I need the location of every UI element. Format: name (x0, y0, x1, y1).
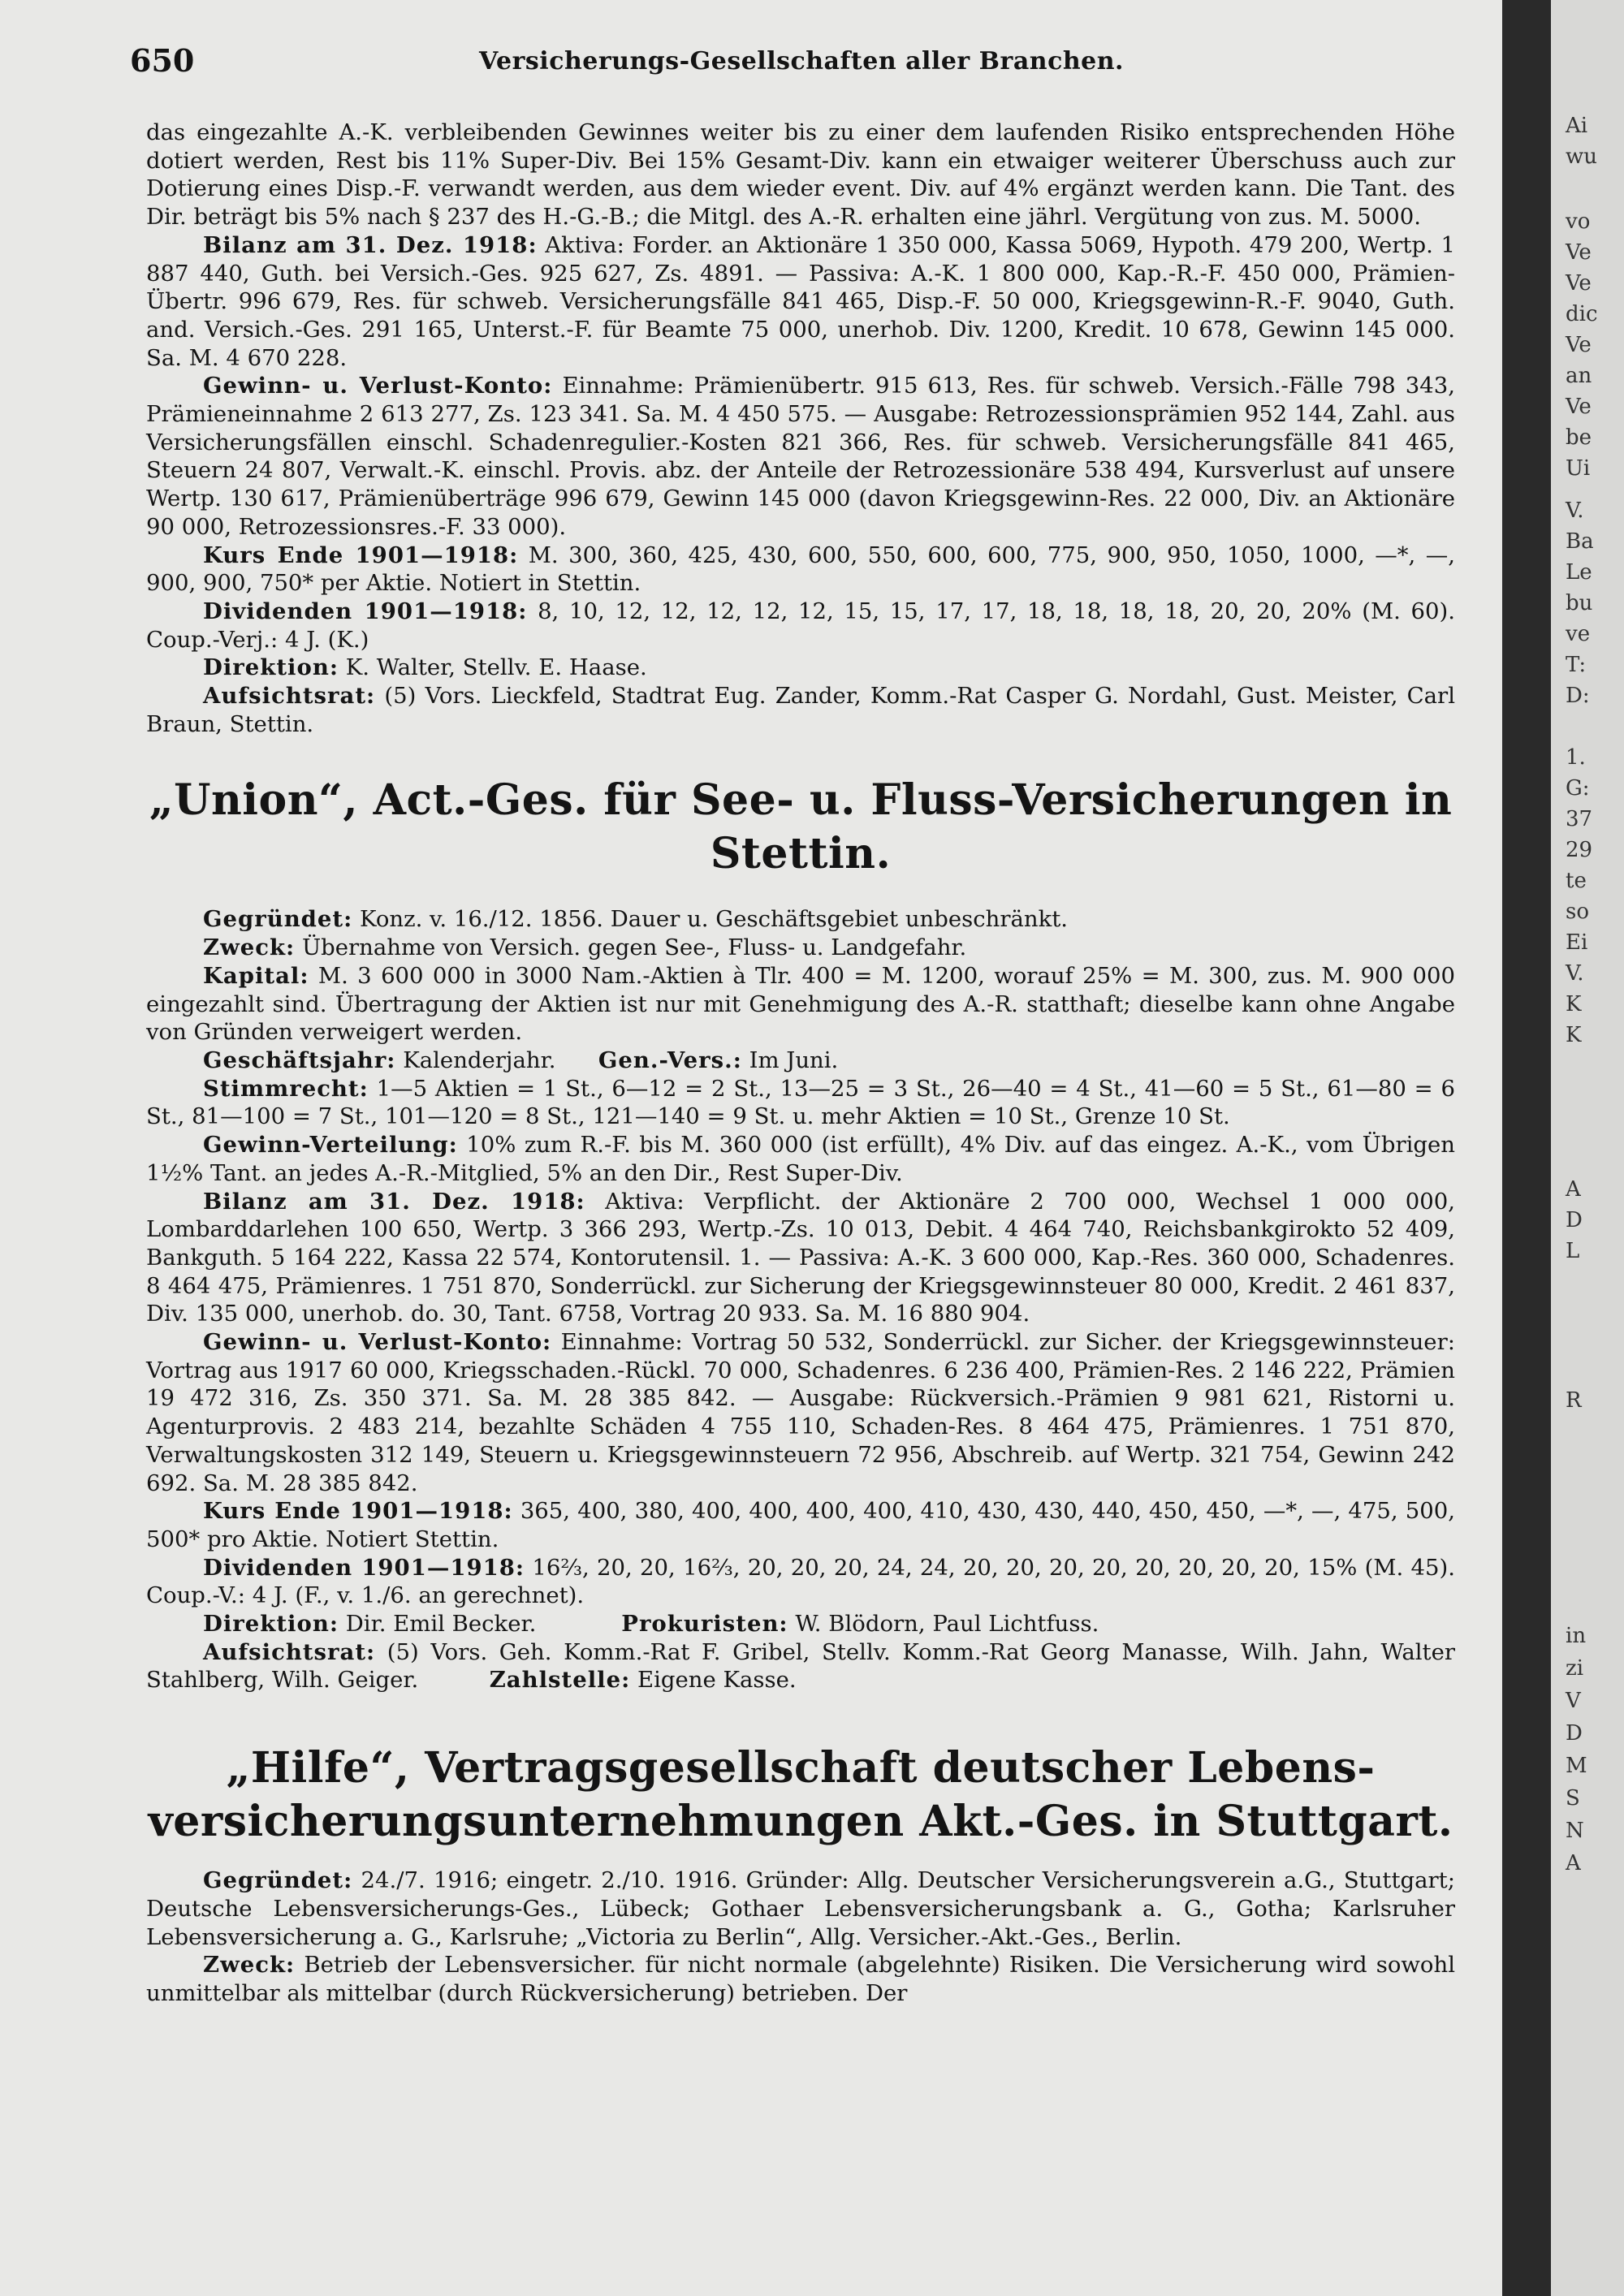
adjacent-page-fragment: K (1566, 1023, 1582, 1047)
aufsichtsrat-label: Aufsichtsrat: (203, 1638, 376, 1665)
adjacent-page-fragment: wu (1566, 145, 1597, 169)
adjacent-page-fragment: Ve (1566, 395, 1592, 419)
entry-guv (146, 1328, 1455, 1497)
entry-dividenden (146, 1554, 1455, 1610)
gegruendet-text: 24./7. 1916; eingetr. 2./10. 1916. Gründer: Allg. Deutscher Versicherungsverein a.G., Stuttgart; Deutsche Lebensversicherungs-Ges., Lübeck; Gothaer Lebensversicherungsbank a. G., Gotha; Karlsruher Lebensversicherung a. G., Karlsruhe; „Victoria zu Berlin“, Allg. Versicher.-Akt.-Ges., Berlin. (146, 1867, 1455, 1950)
gegruendet-label: Gegründet: (203, 1867, 353, 1894)
kurs-label: Kurs Ende 1901—1918: (203, 1498, 513, 1525)
adjacent-page-fragment: R (1566, 1388, 1582, 1413)
adjacent-page-fragment: S (1566, 1786, 1580, 1810)
entry-gegruendet (146, 1867, 1455, 1951)
kapital-text: M. 3 600 000 in 3000 Nam.-Aktien à Tlr. 400 = M. 1200, worauf 25% = M. 300, zus. M. 900 000 eingezahlt sind. Übertragung der Aktien ist nur mit Genehmigung des A.-R. statthaft; dieselbe kann ohne Angabe von Gründen verweigert werden. (146, 962, 1455, 1046)
geschaeftsjahr-text: Kalenderjahr. (403, 1047, 556, 1073)
adjacent-page-fragment: G: (1566, 776, 1590, 801)
adjacent-page-fragment: L (1566, 1239, 1580, 1263)
prokuristen-text: W. Blödorn, Paul Lichtfuss. (795, 1611, 1099, 1638)
entry-stimmrecht (146, 1075, 1455, 1131)
heading-line-1: „Hilfe“, Vertragsgesellschaft deutscher Lebens- (226, 1743, 1376, 1793)
adjacent-page-fragment: N (1566, 1819, 1584, 1843)
adjacent-page-fragment: D (1566, 1208, 1583, 1232)
bilanz-text: Aktiva: Verpflicht. der Aktionäre 2 700 000, Wechsel 1 000 000, Lombarddarlehen 100 650, Wertp. 3 366 293, Wertp.-Zs. 10 013, Debit. 4 464 740, Reichsbankgirokto 52 409, Bankguth. 5 164 222, Kassa 22 574, Kontorutensil. 1. — Passiva: A.-K. 3 600 000, Kap.-Res. 360 000, Schadenres. 8 464 475, Prämienres. 1 751 870, Sonderrückl. zur Sicherung der Kriegsgewinnsteuer 80 000, Kredit. 2 461 837, Div. 135 000, unerhob. do. 30, Tant. 6758, Vortrag 20 933. Sa. M. 16 880 904. (146, 1188, 1455, 1327)
adjacent-page-fragment: Le (1566, 560, 1592, 585)
adjacent-page-fragment: V (1566, 1689, 1581, 1713)
page-header (130, 42, 1129, 83)
adjacent-page-fragment: bu (1566, 591, 1593, 615)
adjacent-page-fragment: in (1566, 1624, 1587, 1648)
gen-vers-text: Im Juni. (749, 1047, 839, 1073)
aufsichtsrat-text: (5) Vors. Geh. Komm.-Rat F. Gribel, Stellv. Komm.-Rat Georg Manasse, Wilh. Jahn, Walter Stahlberg, Wilh. Geiger. (146, 1638, 1455, 1694)
adjacent-page-fragment: te (1566, 869, 1587, 893)
zahlstelle-text: Eigene Kasse. (637, 1667, 797, 1694)
entry-aufsichtsrat (146, 1638, 1455, 1694)
gegruendet-text: Konz. v. 16./12. 1856. Dauer u. Geschäftsgebiet unbeschränkt. (360, 906, 1069, 933)
entry-guv (146, 372, 1455, 541)
company-heading-union: „Union“, Act.-Ges. für See- u. Fluss-Versicherungen in Stettin. (149, 775, 1453, 879)
adjacent-page-fragment: Ve (1566, 333, 1592, 357)
gewinn-verteilung-text: 10% zum R.-F. bis M. 360 000 (ist erfüllt), 4% Div. auf das eingez. A.-K., vom Übrigen 1½% Tant. an jedes A.-R.-Mitglied, 5% an den Dir., Rest Super-Div. (146, 1132, 1455, 1186)
adjacent-page-fragment: zi (1566, 1656, 1584, 1681)
adjacent-page-fragment: Ba (1566, 529, 1594, 554)
page-body (146, 119, 1455, 2008)
kurs-text: M. 300, 360, 425, 430, 600, 550, 600, 600, 775, 900, 950, 1050, 1000, —*, —, 900, 900, 750* per Aktie. Notiert in Stettin. (146, 542, 1455, 597)
dividenden-label: Dividenden 1901—1918: (203, 1554, 525, 1581)
book-gutter (1502, 0, 1551, 2296)
gen-vers-label: Gen.-Vers.: (598, 1047, 742, 1073)
running-title: Versicherungs-Gesellschaften aller Branchen. (479, 47, 1125, 76)
page-number: 650 (130, 42, 195, 79)
adjacent-page-fragment: ve (1566, 622, 1591, 646)
gegruendet-label: Gegründet: (203, 906, 353, 933)
adjacent-page-fragment: D (1566, 1721, 1583, 1746)
adjacent-page-fragment: V. (1566, 498, 1584, 523)
entry-kapital (146, 962, 1455, 1047)
dividenden-text: 8, 10, 12, 12, 12, 12, 12, 15, 15, 17, 17, 18, 18, 18, 18, 20, 20, 20% (M. 60). Coup.-Verj.: 4 J. (K.) (146, 598, 1455, 653)
direktion-text: K. Walter, Stellv. E. Haase. (345, 654, 647, 681)
adjacent-page-fragment: 29 (1566, 838, 1593, 862)
adjacent-page-fragment: K (1566, 992, 1582, 1016)
adjacent-page-edge (1551, 0, 1624, 2296)
adjacent-page-fragment: D: (1566, 684, 1590, 708)
heading-line-2: versicherungsunternehmungen Akt.-Ges. in Stuttgart. (148, 1797, 1453, 1847)
adjacent-page-fragment: Ei (1566, 930, 1588, 955)
entry-kurs (146, 1497, 1455, 1553)
kurs-label: Kurs Ende 1901—1918: (203, 542, 519, 568)
direktion-label: Direktion: (203, 1611, 339, 1638)
bilanz-label: Bilanz am 31. Dez. 1918: (203, 231, 538, 258)
adjacent-page-fragment: an (1566, 364, 1592, 388)
kurs-text: 365, 400, 380, 400, 400, 400, 400, 410, 430, 430, 440, 450, 450, —*, —, 475, 500, 500* pro Aktie. Notiert Stettin. (146, 1498, 1455, 1552)
entry-kurs (146, 542, 1455, 598)
zweck-label: Zweck: (203, 1952, 296, 1979)
prokuristen-label: Prokuristen: (621, 1611, 788, 1638)
adjacent-page-fragment: Ai (1566, 114, 1588, 138)
entry-zweck (146, 934, 1455, 962)
entry-geschaeftsjahr (146, 1047, 1455, 1075)
entry-bilanz (146, 231, 1455, 373)
adjacent-page-fragment: vo (1566, 209, 1591, 234)
adjacent-page-fragment: dic (1566, 302, 1598, 326)
direktion-text: Dir. Emil Becker. (345, 1611, 537, 1638)
bilanz-text: Aktiva: Forder. an Aktionäre 1 350 000, Kassa 5069, Hypoth. 479 200, Wertp. 1 887 440, Guth. bei Versich.-Ges. 925 627, Zs. 4891. — Passiva: A.-K. 1 800 000, Kap.-R.-F. 450 000, Prämien-Übertr. 996 679, Res. für schweb. Versicherungsfälle 841 465, Disp.-F. 50 000, Kriegsgewinn-R.-F. 9040, Guth. and. Versich.-Ges. 291 165, Unterst.-F. für Beamte 75 000, unerhob. Div. 1200, Kredit. 10 678, Gewinn 145 000. Sa. M. 4 670 228. (146, 231, 1455, 371)
guv-label: Gewinn- u. Verlust-Konto: (203, 1329, 552, 1356)
zweck-label: Zweck: (203, 934, 296, 961)
zweck-text: Übernahme von Versich. gegen See-, Fluss- u. Landgefahr. (301, 934, 967, 961)
entry-bilanz (146, 1188, 1455, 1329)
entry-dividenden (146, 598, 1455, 654)
entry-direktion (146, 1610, 1455, 1638)
dividenden-text: 16⅔, 20, 20, 16⅔, 20, 20, 20, 24, 24, 20, 20, 20, 20, 20, 20, 20, 20, 15% (M. 45). Coup.-V.: 4 J. (F., v. 1./6. an gerechnet). (146, 1554, 1456, 1609)
entry-gegruendet (146, 905, 1455, 934)
entry-zweck (146, 1951, 1455, 2007)
stimmrecht-label: Stimmrecht: (203, 1075, 369, 1102)
adjacent-page-fragment: M (1566, 1754, 1587, 1778)
geschaeftsjahr-label: Geschäftsjahr: (203, 1047, 396, 1073)
adjacent-page-fragment: 1. (1566, 745, 1586, 770)
adjacent-page-fragment: Ui (1566, 456, 1591, 481)
entry-continuation-text: das eingezahlte A.-K. verbleibenden Gewinnes weiter bis zu einer dem laufenden Risiko entsprechenden Höhe dotiert werden, Rest bis 11% Super-Div. Bei 15% Gesamt-Div. kann ein etwaiger weiterer Überschuss auch zur Dotierung eines Disp.-F. verwandt werden, aus dem wieder event. Div. auf 4% ergänzt werden kann. Die Tant. des Dir. beträgt bis 5% nach § 237 des H.-G.-B.; die Mitgl. des A.-R. erhalten eine jährl. Vergütung von zus. M. 5000. (146, 119, 1455, 231)
bilanz-label: Bilanz am 31. Dez. 1918: (203, 1188, 585, 1215)
adjacent-page-fragment: A (1566, 1851, 1581, 1875)
zweck-text: Betrieb der Lebensversicher. für nicht normale (abgelehnte) Risiken. Die Versicherung wird sowohl unmittelbar als mittelbar (durch Rückversicherung) betrieben. Der (146, 1952, 1455, 2006)
adjacent-page-fragment: 37 (1566, 807, 1593, 831)
adjacent-page-fragment: A (1566, 1177, 1581, 1202)
zahlstelle-label: Zahlstelle: (489, 1667, 631, 1694)
aufsichtsrat-text: (5) Vors. Lieckfeld, Stadtrat Eug. Zander, Komm.-Rat Casper G. Nordahl, Gust. Meister, Carl Braun, Stettin. (146, 683, 1455, 737)
company-heading-hilfe (146, 1741, 1455, 1849)
guv-label: Gewinn- u. Verlust-Konto: (203, 373, 553, 399)
guv-text: Einnahme: Prämienübertr. 915 613, Res. für schweb. Versich.-Fälle 798 343, Prämieneinnahme 2 613 277, Zs. 123 341. Sa. M. 4 450 575. — Ausgabe: Retrozessionsprämien 952 144, Zahl. aus Versicherungsfällen einschl. Schadenregulier.-Kosten 821 366, Res. für schweb. Versicherungsfälle 841 465, Steuern 24 807, Verwalt.-K. einschl. Provis. abz. der Anteile der Retrozessionäre 538 494, Kursverlust auf unsere Wertp. 130 617, Prämienüberträge 996 679, Gewinn 145 000 (davon Kriegsgewinn-Res. 22 000, Div. an Aktionäre 90 000, Retrozessionsres.-F. 33 000). (146, 373, 1456, 540)
adjacent-page-fragment: V. (1566, 961, 1584, 986)
adjacent-page-fragment: Ve (1566, 240, 1592, 265)
adjacent-page-fragment: Ve (1566, 271, 1592, 296)
adjacent-page-fragment: be (1566, 425, 1592, 450)
guv-text: Einnahme: Vortrag 50 532, Sonderrückl. zur Sicher. der Kriegsgewinnsteuer: Vortrag aus 1917 60 000, Kriegsschaden.-Rückl. 70 000, Schadenres. 6 236 400, Prämien-Res. 2 146 222, Prämien 19 472 316, Zs. 350 371. Sa. M. 28 385 842. — Ausgabe: Rückversich.-Prämien 9 981 621, Ristorni u. Agenturprovis. 2 483 214, bezahlte Schäden 4 755 110, Schaden-Res. 8 464 475, Prämienres. 1 751 870, Verwaltungskosten 312 149, Steuern u. Kriegsgewinnsteuern 72 956, Abschreib. auf Wertp. 321 754, Gewinn 242 692. Sa. M. 28 385 842. (146, 1329, 1455, 1496)
entry-gewinn-verteilung (146, 1131, 1455, 1187)
gewinn-verteilung-label: Gewinn-Verteilung: (203, 1132, 458, 1159)
entry-direktion (146, 654, 1455, 682)
dividenden-label: Dividenden 1901—1918: (203, 598, 528, 624)
direktion-label: Direktion: (203, 654, 339, 681)
entry-aufsichtsrat (146, 682, 1455, 738)
aufsichtsrat-label: Aufsichtsrat: (203, 683, 376, 710)
adjacent-page-fragment: so (1566, 900, 1589, 924)
kapital-label: Kapital: (203, 962, 309, 989)
stimmrecht-text: 1—5 Aktien = 1 St., 6—12 = 2 St., 13—25 = 3 St., 26—40 = 4 St., 41—60 = 5 St., 61—80 = 6 St., 81—100 = 7 St., 101—120 = 8 St., 121—140 = 9 St. u. mehr Aktien = 10 St., Grenze 10 St. (146, 1075, 1455, 1130)
adjacent-page-fragment: T: (1566, 653, 1587, 677)
